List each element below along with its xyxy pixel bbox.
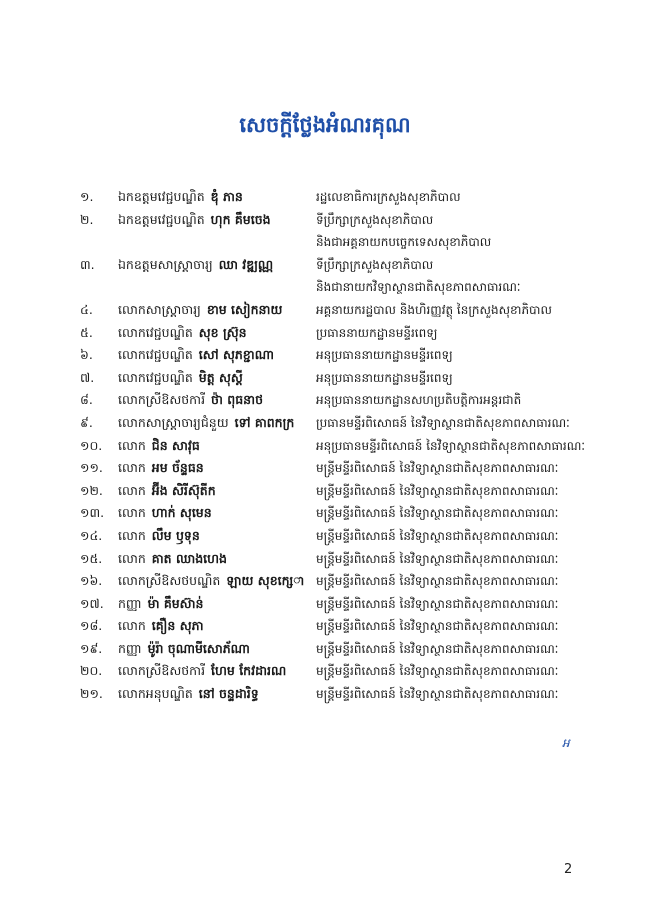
honorific-title: ឯកឧត្តមវេជ្ជបណ្ឌិត (118, 211, 205, 227)
person-role: មន្ត្រីមន្ទីរពិសោធន៍ នៃវិទ្យាស្ថានជាតិសុខភាពសាធារណៈ (316, 483, 559, 498)
honorific-title: ឯកឧត្តមសាស្ត្រាចារ្យ (118, 256, 213, 272)
honorific-title: លោក (118, 505, 146, 521)
honorific-title: កញ្ញា (118, 595, 142, 611)
person-role: មន្ត្រីមន្ទីរពិសោធន៍ នៃវិទ្យាស្ថានជាតិសុខភាពសាធារណៈ (316, 461, 559, 476)
list-item (80, 660, 580, 683)
person-role: អនុប្រធាននាយកដ្ឋានមន្ទីរពេទ្យ (316, 348, 453, 363)
person-name: អម ច័ន្ទធន (151, 460, 204, 476)
list-item (80, 548, 580, 571)
list-item (80, 367, 580, 390)
person-name: មិត្ត សុស្តី (198, 369, 243, 385)
honorific-title: ឯកឧត្តមវេជ្ជបណ្ឌិត (118, 189, 205, 204)
person-name: ឌុំ ភាន (210, 189, 243, 204)
page-title: សេចក្តីថ្លែងអំណរគុណ (239, 113, 411, 137)
item-number: ២១. (80, 686, 103, 702)
honorific-title: លោក (118, 618, 146, 634)
person-role: មន្ត្រីមន្ទីរពិសោធន៍ នៃវិទ្យាស្ថានជាតិសុខភាពសាធារណៈ (316, 664, 559, 679)
list-item (80, 525, 580, 548)
person-role: មន្ត្រីមន្ទីរពិសោធន៍ នៃវិទ្យាស្ថានជាតិសុខភាពសាធារណៈ (316, 596, 559, 611)
person-role: ប្រធាននាយកដ្ឋានមន្ទីរពេទ្យ (316, 325, 438, 340)
list-item (80, 322, 580, 345)
honorific-title: លោកស្រីឱសថបណ្ឌិត (118, 573, 221, 589)
honorific-title: លោកស្រីឱសថការី (118, 663, 206, 679)
item-number: ៩. (80, 414, 93, 430)
person-name: សុខ ស្រ៊ុន (198, 324, 247, 340)
person-role: មន្ត្រីមន្ទីរពិសោធន៍ នៃវិទ្យាស្ថានជាតិសុខភាពសាធារណៈ (316, 506, 559, 521)
list-item (80, 570, 580, 593)
person-name: ហែម កែវដារណ (211, 663, 287, 679)
honorific-title: លោកស្រីឱសថការី (118, 392, 206, 408)
honorific-title: លោកអនុបណ្ឌិត (118, 686, 193, 702)
list-item (80, 209, 580, 232)
list-item (80, 593, 580, 616)
list-item (80, 638, 580, 661)
honorific-title: លោកវេជ្ជបណ្ឌិត (118, 347, 193, 363)
item-number: ១. (80, 189, 94, 204)
person-role: ប្រធានមន្ទីរពិសោធន៍ នៃវិទ្យាស្ថានជាតិសុខភាពសាធារណៈ (316, 415, 570, 430)
person-name: ឡាយ សុខកេ្សា (226, 573, 305, 589)
list-item (80, 412, 580, 435)
item-number: ៨. (80, 392, 93, 408)
person-name: ខាម សៀកនាយ (206, 301, 283, 317)
item-number: ១០. (80, 437, 103, 453)
list-item (80, 389, 580, 412)
person-role: ទីប្រឹក្សាក្រសួងសុខាភិបាល (316, 257, 434, 272)
person-name: ឈា វឌ្ឍណ្ណ (218, 256, 274, 272)
person-name: ហាក់ សុមេន (151, 505, 212, 521)
person-name: លឹម ឫទុន (151, 527, 200, 543)
item-number: ៣. (80, 256, 95, 272)
person-role: មន្ត្រីមន្ទីរពិសោធន៍ នៃវិទ្យាស្ថានជាតិសុខភាពសាធារណៈ (316, 687, 559, 702)
list-item (80, 683, 580, 706)
item-number: ១៧. (80, 595, 104, 611)
list-item (80, 186, 580, 209)
person-role: មន្ត្រីមន្ទីរពិសោធន៍ នៃវិទ្យាស្ថានជាតិសុខភាពសាធារណៈ (316, 574, 559, 589)
item-number: ១២. (80, 482, 103, 498)
acknowledgment-list (80, 186, 586, 706)
person-name: គឿន សុភា (151, 618, 204, 634)
person-role: ទីប្រឹក្សាក្រសួងសុខាភិបាល (316, 212, 434, 227)
person-role: មន្ត្រីមន្ទីរពិសោធន៍ នៃវិទ្យាស្ថានជាតិសុខភាពសាធារណៈ (316, 641, 559, 656)
person-name: ទៅ គាពកក្រ (234, 414, 295, 430)
person-role: មន្ត្រីមន្ទីរពិសោធន៍ នៃវិទ្យាស្ថានជាតិសុខភាពសាធារណៈ (316, 619, 559, 634)
honorific-title: លោក (118, 482, 146, 498)
page-number: 2 (564, 862, 573, 877)
person-name: ម៉ា គឹមស៊ាន់ (147, 595, 204, 611)
item-number: ១៨. (80, 618, 103, 634)
person-name: ម៉ូរ៉ា ចុណាមីសោភ័ណា (147, 640, 250, 656)
honorific-title: លោក (118, 460, 146, 476)
person-name: នៅ ចន្ទដារិទ្ធ (198, 686, 259, 702)
honorific-title: កញ្ញា (118, 640, 142, 656)
item-number: ៤. (80, 301, 93, 317)
person-role: មន្ត្រីមន្ទីរពិសោធន៍ នៃវិទ្យាស្ថានជាតិសុខភាពសាធារណៈ (316, 528, 559, 543)
person-name: ថ៉ា ពុធនាថ (211, 392, 264, 408)
person-role: អនុប្រធាននាយកដ្ឋានសហប្រតិបត្តិការអន្តរជាតិ (316, 393, 522, 408)
item-number: ១៦. (80, 573, 103, 589)
person-role: អគ្គនាយករដ្ឋបាល និងហិរញ្ញវត្ថុ នៃក្រសួងសុខាភិបាល (316, 302, 552, 317)
list-item (80, 502, 580, 525)
honorific-title: លោកវេជ្ជបណ្ឌិត (118, 369, 193, 385)
honorific-title: លោក (118, 527, 146, 543)
list-item-continuation (80, 231, 580, 254)
item-number: ១១. (80, 460, 103, 476)
initial-mark: អ (562, 736, 570, 750)
list-item (80, 299, 580, 322)
list-item (80, 457, 580, 480)
person-role: រដ្ឋលេខាធិការក្រសួងសុខាភិបាល (316, 190, 461, 204)
item-number: ១៣. (80, 505, 105, 521)
list-item (80, 254, 580, 277)
item-number: ៦. (80, 347, 93, 363)
person-role: អនុប្រធានមន្ទីរពិសោធន៍ នៃវិទ្យាស្ថានជាតិសុខភាពសាធារណៈ (316, 438, 586, 453)
honorific-title: លោក (118, 437, 146, 453)
person-role: និងជានាយកវិទ្យាស្ថានជាតិសុខភាពសាធារណៈ (316, 280, 521, 295)
honorific-title: លោកសាស្ត្រាចារ្យ (118, 301, 201, 317)
list-item (80, 344, 580, 367)
item-number: ១៤. (80, 527, 103, 543)
item-number: ២. (80, 211, 94, 227)
person-role: មន្ត្រីមន្ទីរពិសោធន៍ នៃវិទ្យាស្ថានជាតិសុខភាពសាធារណៈ (316, 551, 559, 566)
honorific-title: លោកវេជ្ជបណ្ឌិត (118, 324, 193, 340)
item-number: ៥. (80, 324, 93, 340)
item-number: ២០. (80, 663, 103, 679)
list-item-continuation (80, 276, 580, 299)
person-name: អ៊ីង សិរីស៊ុតីក (151, 482, 216, 498)
item-number: ១៥. (80, 550, 103, 566)
person-name: សៅ សុភខ្ជាណា (198, 347, 274, 363)
person-name: ជិន សាវុធ (151, 437, 200, 453)
list-item (80, 615, 580, 638)
person-role: អនុប្រធាននាយកដ្ឋានមន្ទីរពេទ្យ (316, 370, 453, 385)
list-item (80, 435, 586, 458)
person-name: ហុក គឹមចេង (210, 211, 271, 227)
person-name: គាត ឈាងហេង (151, 550, 227, 566)
honorific-title: លោកសាស្ត្រាចារ្យជំនួយ (118, 414, 229, 430)
item-number: ១៩. (80, 640, 103, 656)
person-role: និងជាអគ្គនាយកបច្ចេកទេសសុខាភិបាល (316, 235, 492, 250)
item-number: ៧. (80, 369, 95, 385)
list-item (80, 480, 580, 503)
honorific-title: លោក (118, 550, 146, 566)
